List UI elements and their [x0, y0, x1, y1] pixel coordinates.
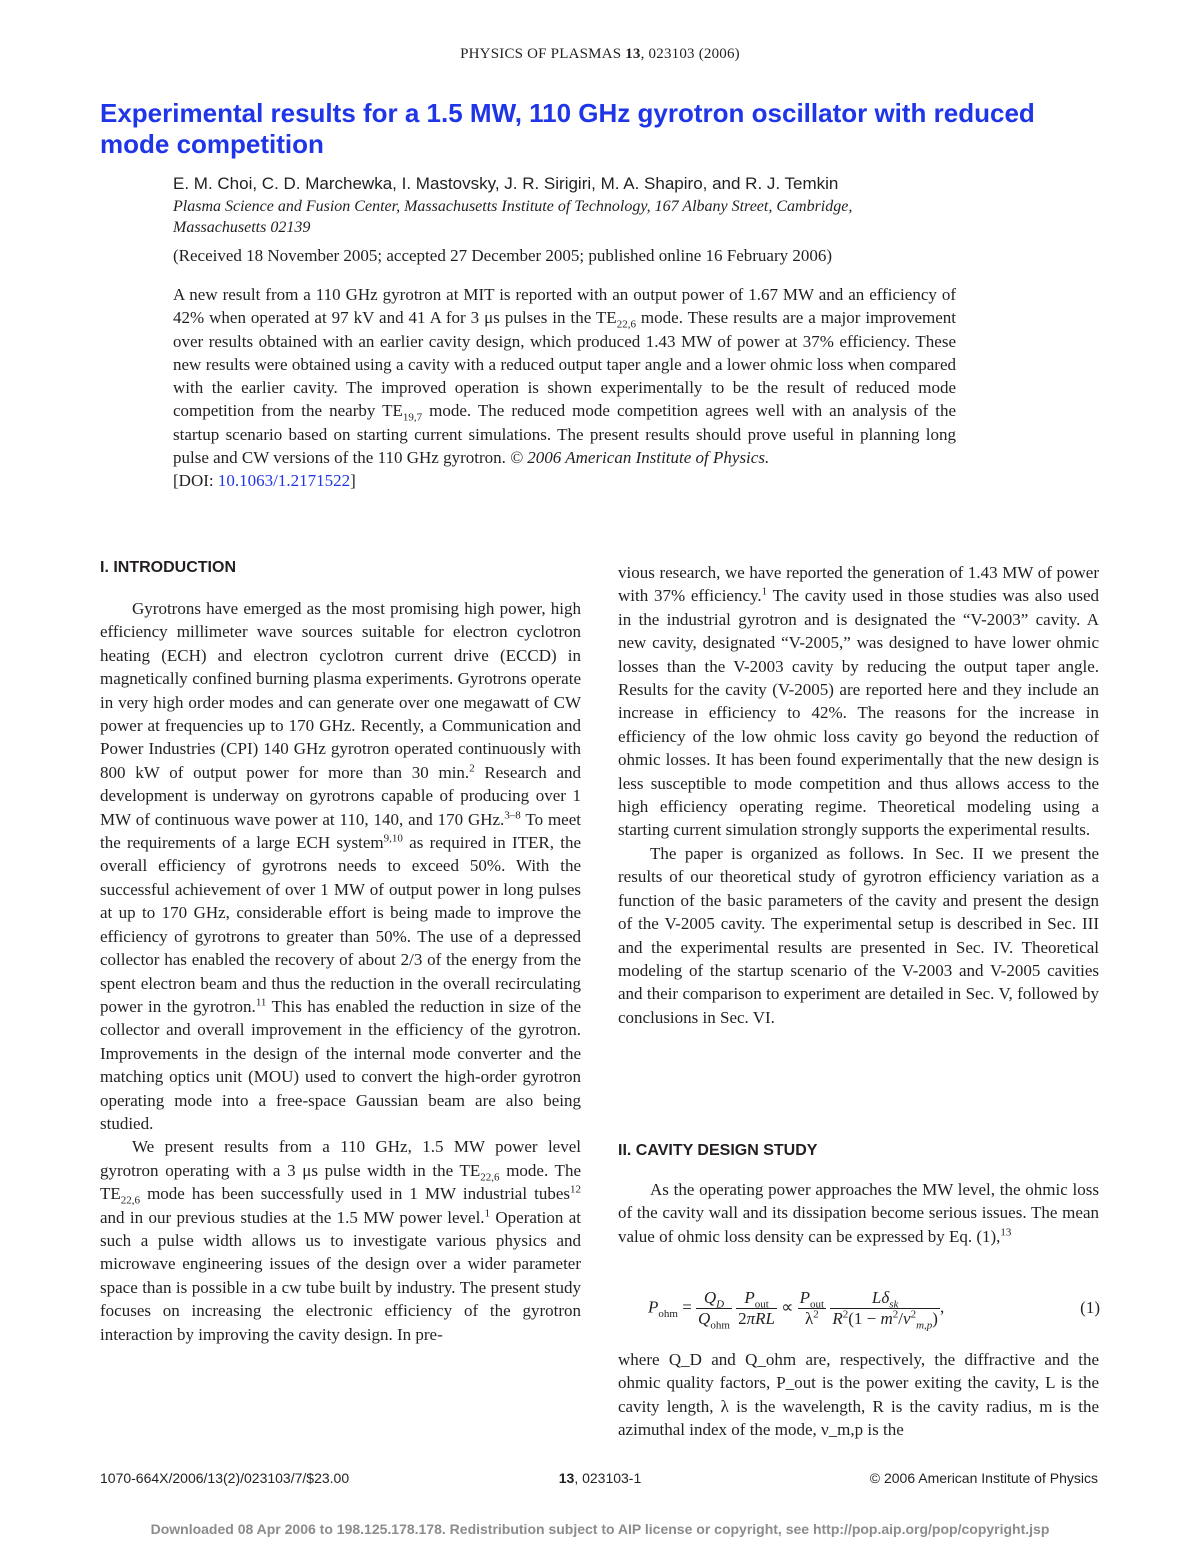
- intro-paragraph-4: The paper is organized as follows. In Sec. II we present the results of our theoretical study of gyrotron efficiency variation as a function of the basic parameters of the cavity and present the design of the V-2005 cavity. The experimental setup is described in Sec. III and the experimental results are presented in Sec. IV. Theoretical modeling of the startup scenario of the V-2003 and V-2005 cavities and their comparison to experiment are detailed in Sec. V, followed by conclusions in Sec. VI.: [618, 843, 1099, 1027]
- received-dates: (Received 18 November 2005; accepted 27 December 2005; published online 16 February 2006): [173, 246, 833, 265]
- footer-copyright: © 2006 American Institute of Physics: [869, 1470, 1098, 1486]
- intro-paragraph-1: Gyrotrons have emerged as the most promising high power, high efficiency millimeter wave sources suitable for electron cyclotron heating (ECH) and electron cyclotron current drive (ECCD) in magnetically confined burning plasma experiments. Gyrotrons operate in very high order modes and can generate over one megawatt of CW power at frequencies up to 170 GHz. Recently, a Communication and Power Industries (CPI) 140 GHz gyrotron operated continuously with 800 kW of output power for more than 30 min.$^2$ Research and development is underway on gyrotrons capable of producing over 1 MW of continuous wave power at 110, 140, and 170 GHz.$^{3-8}$ To meet the requirements of a large ECH system$^{9,10}$ as required in ITER, the overall efficiency of gyrotrons needs to exceed 50%. With the successful achievement of over 1 MW of output power in long pulses at up to 170 GHz, considerable effort is being made to improve the efficiency of gyrotrons to greater than 50%. The use of a depressed collector has enabled the recovery of about 2/3 of the energy from the spent electron beam and thus the reduction in the overall recirculating power in the gyrotron.$^{11}$ This has enabled the reduction in size of the collector and overall improvement in the efficiency of the gyrotron. Improvements in the design of the internal mode converter and the matching optics unit (MOU) used to convert the high-order gyrotron operating mode into a free-space Gaussian beam are also being studied.: [100, 599, 582, 1133]
- equation-1: $P_{ohm}$ = $\frac{Q_D}{Q_{ohm}}$ $\frac{P_{out}}{\text{2πRL}}$ ∝ $\frac{P_{out}}{\lambda^2}$ $\frac{L\delta_{sk}}{R^2(1 - m^2/\nu^2_{m,p})}$ , (1): [648, 1288, 1100, 1332]
- right-column-top: [618, 561, 1099, 1029]
- paper-title: Experimental results for a 1.5 MW, 110 GHz gyrotron oscillator with reduced mode competition: [100, 98, 1035, 159]
- intro-paragraph-3: vious research, we have reported the generation of 1.43 MW of power with 37% efficiency.$^1$ The cavity used in those studies was also used in the industrial gyrotron and is designated the “V-2003” cavity. A new cavity, designated “V-2005,” was designed to have lower ohmic losses than the V-2003 cavity by reducing the output taper angle. Results for the cavity (V-2005) are reported here and they include an increase in efficiency to 42%. The reasons for the increase in efficiency of the low ohmic loss cavity go beyond the reduction of ohmic losses. It has been found experimentally that the new design is less susceptible to mode competition and thus allows access to the high efficiency operating regime. Theoretical modeling using a starting current simulation strongly supports the experimental results.: [618, 563, 1099, 840]
- authors: E. M. Choi, C. D. Marchewka, I. Mastovsky, J. R. Sirigiri, M. A. Shapiro, and R. J. Temkin: [173, 174, 839, 193]
- left-column: [100, 597, 581, 1346]
- affiliation: Plasma Science and Fusion Center, Massachusetts Institute of Technology, 167 Albany Street, Cambridge, Massachusetts 02139: [173, 198, 853, 236]
- abstract: A new result from a 110 GHz gyrotron at MIT is reported with an output power of 1.67 MW and an efficiency of 42% when operated at 97 kV and 41 A for 3 μs pulses in the $TE_{22,6}$ mode. These results are a major improvement over results obtained with an earlier cavity design, which produced 1.43 MW of power at 37% efficiency. These new results were obtained using a cavity with a reduced output taper angle and a lower ohmic loss when compared with the earlier cavity. The improved operation is shown experimentally to be the result of reduced mode competition from the nearby $TE_{19,7}$ mode. The reduced mode competition agrees well with an analysis of the startup scenario based on starting current simulations. The present results should prove useful in planning long pulse and CW versions of the 110 GHz gyrotron. © 2006 American Institute of Physics. [DOI: 10.1063/1.2171522]: [173, 285, 957, 491]
- footer-code: 1070-664X/2006/13(2)/023103/7/$23.00: [100, 1470, 350, 1486]
- journal-header: PHYSICS OF PLASMAS 13, 023103 (2006): [460, 46, 740, 62]
- doi-link[interactable]: 10.1063/1.2171522: [217, 471, 351, 491]
- footer-page: 13, 023103-1: [558, 1470, 642, 1486]
- download-notice: Downloaded 08 Apr 2006 to 198.125.178.178. Redistribution subject to AIP license or copyright, see http://pop.aip.org/pop/copyright.jsp: [150, 1521, 1050, 1537]
- intro-paragraph-2: We present results from a 110 GHz, 1.5 MW power level gyrotron operating with a 3 μs pulse width in the $TE_{22,6}$ mode. The $TE_{22,6}$ mode has been successfully used in 1 MW industrial tubes$^{12}$ and in our previous studies at the 1.5 MW power level.$^1$ Operation at such a pulse width allows us to investigate various physics and microwave engineering issues of the design over a wider parameter space than is possible in a cw tube built by industry. The present study focuses on increasing the electronic efficiency of the gyrotron interaction by improving the cavity design. In pre-: [100, 1137, 581, 1344]
- equation-number: (1): [1080, 1298, 1100, 1317]
- cavity-paragraph-2: where Q_D and Q_ohm are, respectively, the diffractive and the ohmic quality factors, P_out is the power exiting the cavity, L is the cavity length, λ is the wavelength, R is the cavity radius, m is the azimuthal index of the mode, ν_m,p is the: [618, 1350, 1099, 1440]
- cavity-paragraph-1: As the operating power approaches the MW level, the ohmic loss of the cavity wall and its dissipation become serious issues. The mean value of ohmic loss density can be expressed by Eq. (1),$^{13}$: [618, 1180, 1099, 1246]
- intro-heading: I. INTRODUCTION: [100, 559, 236, 576]
- cavity-heading: II. CAVITY DESIGN STUDY: [618, 1142, 818, 1159]
